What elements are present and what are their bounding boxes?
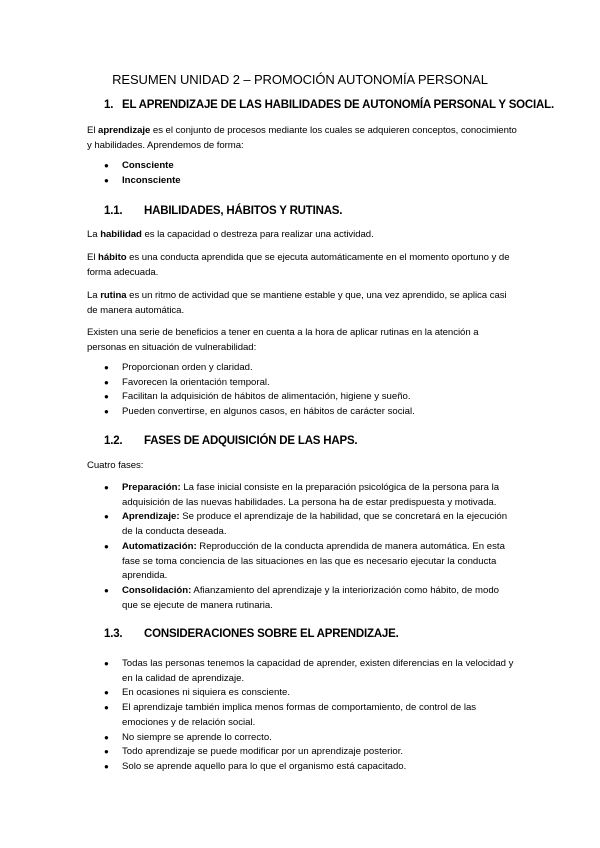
bullet-icon: ● <box>104 377 109 387</box>
list-item <box>104 745 516 760</box>
bullet-icon: ● <box>104 703 109 713</box>
consideration-text: Solo se aprende aquello para lo que el organismo está capacitado. <box>122 760 407 772</box>
phase-name: Aprendizaje <box>122 511 177 523</box>
list-item <box>104 390 516 405</box>
section-1-title: EL APRENDIZAJE DE LAS HABILIDADES DE AUTONOMÍA PERSONAL Y SOCIAL. <box>122 99 554 111</box>
section-1-2-title: FASES DE ADQUISICIÓN DE LAS HAPS. <box>144 435 358 447</box>
benefits-intro: Existen una serie de beneficios a tener en cuenta a la hora de aplicar rutinas en la atención a personas en situación de vulnerabilidad: <box>87 327 479 353</box>
benefit-text: Facilitan la adquisición de hábitos de alimentación, higiene y sueño. <box>122 391 411 403</box>
phase-name: Consolidación <box>122 584 189 596</box>
list-item <box>104 510 516 539</box>
forms-list <box>104 159 516 188</box>
consideration-text: No siempre se aprende lo correcto. <box>122 731 272 743</box>
text-fragment: El <box>87 252 99 263</box>
bullet-icon: ● <box>104 161 109 170</box>
colon: : <box>176 511 180 523</box>
bullet-icon: ● <box>104 392 109 402</box>
phase-text: Reproducción de la conducta aprendida de manera automática. En esta fase se toma conciencia de las situaciones en las que es necesario ejecutar la conducta aprendida. <box>122 540 505 582</box>
phase-text: Se produce el aprendizaje de la habilidad, que se concretará en la ejecución de la conducta deseada. <box>122 511 508 538</box>
rutina-definition <box>87 288 517 318</box>
text-fragment: es una conducta aprendida que se ejecuta automáticamente en el momento oportuno y de forma adecuada. <box>87 252 510 278</box>
section-1-3-heading <box>104 628 399 640</box>
bullet-icon: ● <box>104 541 109 551</box>
list-item <box>104 701 516 730</box>
list-item <box>104 405 516 420</box>
bullet-icon: ● <box>104 659 109 668</box>
list-item <box>104 731 516 746</box>
habito-definition <box>87 250 517 280</box>
text-fragment: La <box>87 229 101 240</box>
bullet-icon: ● <box>104 585 109 595</box>
bullet-icon: ● <box>104 407 109 417</box>
consideration-text: El aprendizaje también implica menos formas de comportamiento, de control de las emociones y de relación social. <box>122 702 477 728</box>
aprendizaje-definition <box>87 123 517 153</box>
consideration-text: En ocasiones ni siquiera es consciente. <box>122 687 290 699</box>
section-1-1-number: 1.1. <box>104 205 123 217</box>
considerations-list <box>104 657 516 775</box>
form-inconsciente: Inconsciente <box>122 174 181 186</box>
section-1-2-heading <box>104 435 357 447</box>
benefit-text: Proporcionan orden y claridad. <box>122 362 253 373</box>
bullet-icon: ● <box>104 732 109 742</box>
section-1-number: 1. <box>104 99 114 111</box>
section-1-3-number: 1.3. <box>104 628 123 640</box>
bullet-icon: ● <box>104 363 109 372</box>
term-aprendizaje: aprendizaje <box>98 125 151 136</box>
phase-name: Preparación <box>122 482 178 493</box>
page-title: RESUMEN UNIDAD 2 – PROMOCIÓN AUTONOMÍA PERSONAL <box>112 72 488 87</box>
phase-text: La fase inicial consiste en la preparación psicológica de la persona para la adquisición de las nuevas habilidades. La persona ha de estar predispuesta y motivada. <box>122 482 500 508</box>
list-item <box>104 174 516 189</box>
benefit-text: Pueden convertirse, en algunos casos, en hábitos de carácter social. <box>122 406 415 418</box>
bullet-icon: ● <box>104 761 109 771</box>
section-1-heading <box>104 99 554 111</box>
list-item <box>104 376 516 391</box>
bullet-icon: ● <box>104 175 109 185</box>
list-item <box>104 760 516 775</box>
list-item <box>104 657 516 686</box>
list-item <box>104 584 516 613</box>
phase-text: Afianzamiento del aprendizaje y la interiorización como hábito, de modo que se ejecute de manera rutinaria. <box>122 584 500 611</box>
text-fragment: es la capacidad o destreza para realizar una actividad. <box>141 229 374 240</box>
benefit-text: Favorecen la orientación temporal. <box>122 376 270 388</box>
bullet-icon: ● <box>104 747 109 757</box>
bullet-icon: ● <box>104 483 109 492</box>
list-item <box>104 686 516 701</box>
section-1-1-title: HABILIDADES, HÁBITOS Y RUTINAS. <box>144 205 343 217</box>
benefits-list <box>104 361 516 420</box>
section-1-3-title: CONSIDERACIONES SOBRE EL APRENDIZAJE. <box>144 628 399 640</box>
term-rutina: rutina <box>100 290 127 301</box>
text-fragment: El <box>87 125 99 136</box>
text-fragment: La <box>87 290 101 301</box>
habilidad-definition <box>87 227 517 242</box>
bullet-icon: ● <box>104 512 109 522</box>
colon: : <box>193 540 197 552</box>
phase-name: Automatización <box>122 540 194 552</box>
text-fragment: es un ritmo de actividad que se mantiene estable y que, una vez aprendido, se aplica casi de manera automática. <box>87 290 507 316</box>
colon: : <box>177 482 181 493</box>
term-habilidad: habilidad <box>100 229 142 240</box>
term-habito: hábito <box>98 252 127 263</box>
section-1-2-number: 1.2. <box>104 435 123 447</box>
consideration-text: Todas las personas tenemos la capacidad de aprender, existen diferencias en la velocidad y en la calidad de aprendizaje. <box>122 658 514 684</box>
consideration-text: Todo aprendizaje se puede modificar por un aprendizaje posterior. <box>122 746 404 758</box>
list-item <box>104 540 516 584</box>
form-consciente: Consciente <box>122 160 174 171</box>
colon: : <box>188 584 192 596</box>
list-item <box>104 361 516 376</box>
list-item <box>104 159 516 174</box>
text-fragment: es el conjunto de procesos mediante los cuales se adquieren conceptos, conocimiento y habilidades. Aprendemos de forma: <box>87 125 517 151</box>
phases-intro: Cuatro fases: <box>87 460 144 471</box>
bullet-icon: ● <box>104 688 109 698</box>
phases-list <box>104 481 516 613</box>
section-1-1-heading <box>104 205 342 217</box>
list-item <box>104 481 516 510</box>
